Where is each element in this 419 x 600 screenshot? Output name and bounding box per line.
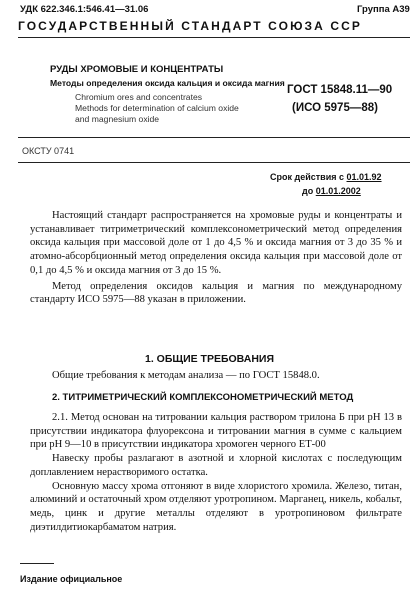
validity-label: Срок действия с [270,172,344,182]
section2-heading: 2. ТИТРИМЕТРИЧЕСКИЙ КОМПЛЕКСОНОМЕТРИЧЕСКИЙ МЕТОД [52,392,354,403]
udk-code: УДК 622.346.1:546.41—31.06 [20,4,149,15]
intro-text [30,209,402,307]
okstu-code: ОКСТУ 0741 [22,146,75,156]
validity-to-date: 01.01.2002 [315,186,361,196]
document-title-ru: РУДЫ ХРОМОВЫЕ И КОНЦЕНТРАТЫ [50,64,224,75]
iso-number: (ИСО 5975—88) [292,102,378,114]
validity-from-date: 01.01.92 [346,172,382,182]
section2-text [30,411,402,534]
validity-to-label: до [302,186,314,196]
standard-title: ГОСУДАРСТВЕННЫЙ СТАНДАРТ СОЮЗА ССР [18,19,362,33]
section2-paragraph: 2.1. Метод основан на титровании кальция раствором трилона Б при pH 13 в присутствии индикатора флуорексона и титровании магния в сумме с кальцием при pH 9—10 в присутствии индикатора хромоген черного ЕТ-00 [30,412,402,451]
validity-from [270,172,382,182]
validity-to [302,186,361,196]
gost-number: ГОСТ 15848.11—90 [287,84,393,96]
intro-paragraph: Метод определения оксидов кальция и магния по международному стандарту ИСО 5975—88 указан в приложении. [30,280,402,306]
document-title-en-line2: Methods for determination of calcium oxide [75,103,239,113]
intro-paragraph: Настоящий стандарт распространяется на хромовые руды и концентраты и устанавливает титриметрический комплексонометрический метод определения оксида кальция при массовой доле от 1 до 4,5 % и оксида магния от 3 до 35 % и атомно-абсорбционный метод определения оксида кальция при массовой доле от 0,1 до 4,5 % и оксида магния от 3 до 15 %. [30,210,402,276]
title-rule [18,137,410,138]
section1-text: Общие требования к методам анализа — по ГОСТ 15848.0. [52,370,320,381]
section1-heading: 1. ОБЩИЕ ТРЕБОВАНИЯ [144,353,274,365]
official-edition-label: Издание официальное [20,574,123,584]
document-subtitle-ru: Методы определения оксида кальция и оксида магния [50,78,285,88]
document-title-en-line1: Chromium ores and concentrates [75,92,203,102]
section2-paragraph: Навеску пробы разлагают в азотной и хлорной кислотах с последующим доплавлением нерастворимого остатка. [30,453,402,478]
document-title-en-line3: and magnesium oxide [75,114,160,124]
top-rule [18,37,410,38]
okstu-rule [18,162,410,163]
section2-paragraph: Основную массу хрома отгоняют в виде хлористого хромила. Железо, титан, алюминий и остаточный хром отделяют уротропином. Марганец, никель, кобальт, медь, цинк и другие металлы отделяют в уротропиновом фильтрате диэтилдитиокарбаматом натрия. [30,480,402,533]
footer-rule [20,563,54,564]
group-code: Группа А39 [357,4,410,15]
